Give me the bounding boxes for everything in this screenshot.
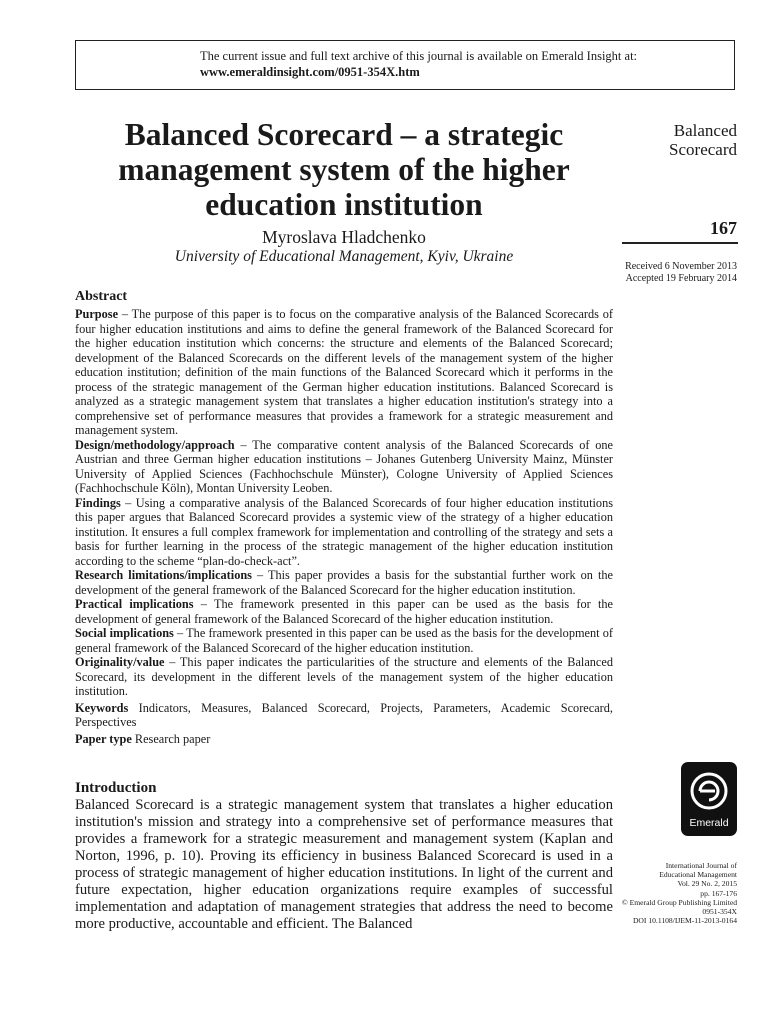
journal-doi: DOI 10.1108/IJEM-11-2013-0164 [632,916,737,926]
abstract-text: The framework presented in this paper can be used as the basis for the development of general framework of the Balanced Scorecard of the higher education institution. [75,597,614,626]
journal-pages: pp. 167-176 [700,888,737,898]
banner-text: The current issue and full text archive of this journal is available on Emerald Insight at: [200,49,638,63]
abstract-originality: Originality/value – This paper indicates the particularities of the structure and elements of the Balanced Scorecard, its development in the different levels of the management system of the higher education institution. [75,655,614,698]
accepted-date: Accepted 19 February 2014 [625,273,737,284]
introduction-section [75,780,613,933]
abstract-label: Findings [75,495,121,510]
journal-copyright: © Emerald Group Publishing Limited [621,897,737,907]
abstract-label: Social implications [75,626,174,640]
received-date: Received 6 November 2013 [625,261,737,272]
banner-url-link[interactable]: www.emeraldinsight.com/0951-354X.htm [200,65,420,79]
introduction-body: Balanced Scorecard is a strategic management system that translates a higher education institution's mission and strategy into a comprehensive set of performance measures that provides a framework for a strategic measurement and management system (Kaplan and Norton, 1996, p. 10). Proving its efficiency in business Balanced Scorecard is used in a process of strategic management of higher education institutions. In light of the current and future expectation, higher education organizations require examples of successful implementation and adaptation of management strategies that address the need to become more productive, accountable and efficient. The Balanced [75,797,613,932]
journal-name-line1: International Journal of [665,861,737,870]
abstract-text: The purpose of this paper is to focus on the comparative analysis of the Balanced Scorecards of four higher education institutions and aims to define the general framework of the Balanced Scorecard for the higher education institution which concerns: the structure and elements of the Balanced Scorecard; development of the Balanced Scorecards on the different levels of the management system of the higher education institution; definition of the main functions of the Balanced Scorecard which it performs in the process of the strategic management of the German higher education institutions. Balanced Scorecard is analyzed as a strategic management system that translates a higher education institution's strategy into a comprehensive set of performance measures that provides a framework for a strategic measurement and management system. [75,307,613,437]
page-number: 167 [710,218,737,238]
margin-rule [622,242,738,244]
abstract-text: The framework presented in this paper can be used as the basis for the development of general framework of the Balanced Scorecard of the higher education institution. [75,626,613,655]
abstract-keywords [75,701,613,730]
abstract-limitations: Research limitations/implications – This paper provides a basis for the substantial further work on the development of the general framework of the Balanced Scorecard for the higher education institution. [75,568,613,597]
abstract-text: Research paper [134,731,211,746]
abstract-text: Using a comparative analysis of the Balanced Scorecards of four higher education institutions this paper argues that Balanced Scorecard provides a systemic view of the strategy of a higher education institution. It ensures a full complex framework for implementation and controlling of the strategy and sets a basis for further learning in the process of the strategic management of the higher education institution according to the scheme “plan-do-check-act”. [75,495,613,568]
abstract-text: The comparative content analysis of the Balanced Scorecards of one Austrian and three German higher education institutions – Johanes Gutenberg University Mainz, Münster University of Applied Sciences (Fachhochschule Münster), Cologne University of Applied Sciences (Fachhochschule Köln), Montan University Leoben. [75,437,614,495]
abstract-label: Purpose [75,307,119,321]
abstract-label: Originality/value [75,655,165,669]
journal-issn: 0951-354X [702,907,737,917]
article-author: Myroslava Hladchenko [262,227,426,247]
abstract-design: Design/methodology/approach – The comparative content analysis of the Balanced Scorecards of one Austrian and three German higher education institutions – Johanes Gutenberg University Mainz, Münster University of Applied Sciences (Fachhochschule Münster), Cologne University of Applied Sciences (Fachhochschule Köln), Montan University Leoben. [75,437,614,495]
abstract-text: Indicators, Measures, Balanced Scorecard, Projects, Parameters, Academic Scorecard, Perspectives [75,700,613,729]
running-head-line2: Scorecard [669,140,737,159]
running-head [620,121,737,159]
author-affiliation: University of Educational Management, Kyiv, Ukraine [174,248,514,265]
abstract-practical: Practical implications – The framework presented in this paper can be used as the basis for the development of general framework of the Balanced Scorecard of the higher education institution. [75,597,614,626]
abstract-findings: Findings – Using a comparative analysis of the Balanced Scorecards of four higher education institutions this paper argues that Balanced Scorecard provides a systemic view of the strategy of a higher education institution. It ensures a full complex framework for implementation and controlling of the strategy and sets a basis for further learning in the process of the strategic management of the higher education institution according to the scheme “plan-do-check-act”. [75,495,613,568]
emerald-logo [681,762,737,836]
abstract-social: Social implications – The framework presented in this paper can be used as the basis for the development of general framework of the Balanced Scorecard of the higher education institution. [75,626,613,655]
running-head-line1: Balanced [673,121,737,140]
availability-banner [75,40,735,90]
article-title: Balanced Scorecard – a strategic management system of the higher education institution [118,117,570,222]
introduction-heading: Introduction [75,780,157,796]
abstract-label: Paper type [75,731,132,746]
journal-volume: Vol. 29 No. 2, 2015 [677,879,737,889]
abstract-heading: Abstract [75,289,128,304]
emerald-logo-label: Emerald [689,817,729,829]
emerald-e-icon [689,769,729,813]
submission-dates [600,261,737,285]
abstract-label: Practical implications [75,597,194,611]
abstract-paper-type [75,732,613,747]
journal-info [590,861,737,925]
abstract-text: This paper provides a basis for the substantial further work on the development of the general framework of the Balanced Scorecard for the higher education institution. [75,568,613,597]
abstract-label: Keywords [75,700,129,715]
abstract [75,289,613,746]
abstract-text: This paper indicates the particularities of the structure and elements of the Balanced Scorecard, its development in the different levels of the management system of the higher education institution. [75,655,614,698]
journal-name-line2: Educational Management [659,870,737,880]
abstract-label: Research limitations/implications [75,568,252,582]
abstract-purpose: Purpose – The purpose of this paper is to focus on the comparative analysis of the Balanced Scorecards of four higher education institutions and aims to define the general framework of the Balanced Scorecard for the higher education institution which concerns: the structure and elements of the Balanced Scorecard; development of the Balanced Scorecards on the different levels of the management system of the higher education institution; definition of the main functions of the Balanced Scorecard which it performs in the process of the strategic management of the German higher education institutions. Balanced Scorecard is analyzed as a strategic management system that translates a higher education institution's strategy into a comprehensive set of performance measures that provides a framework for a strategic measurement and management system. [75,307,613,437]
abstract-label: Design/methodology/approach [75,437,235,452]
